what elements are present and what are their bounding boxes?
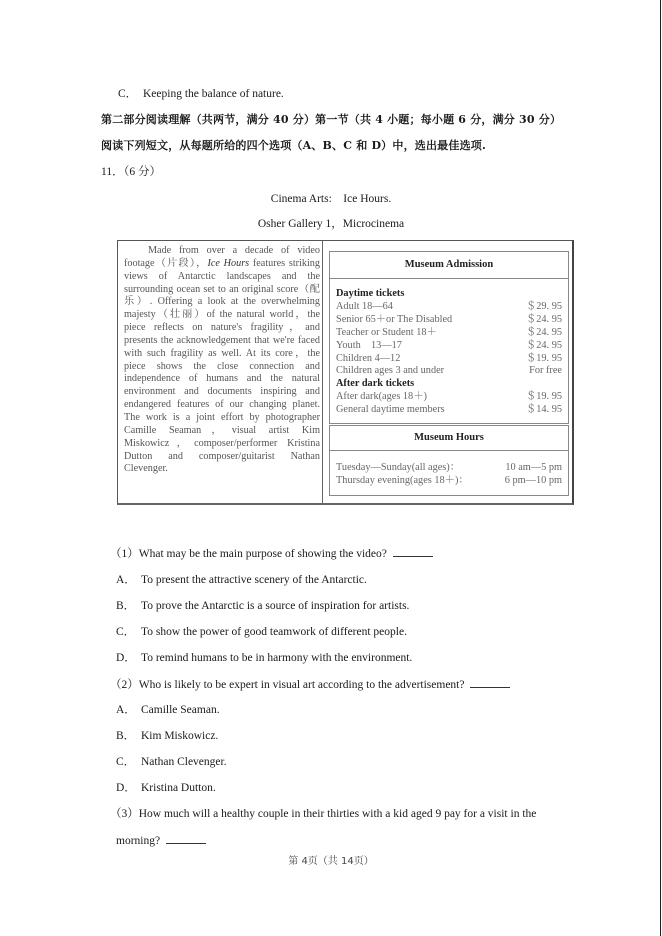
question-text: morning? <box>116 835 161 847</box>
ticket-label: Adult 18—64 <box>336 300 393 312</box>
question-1-prompt <box>110 546 433 561</box>
option-text: To present the attractive scenery of the Antarctic. <box>141 574 367 586</box>
option-text: To prove the Antarctic is a source of inspiration for artists. <box>141 600 410 612</box>
option-text: Camille Seaman. <box>141 704 220 716</box>
question-2-prompt <box>110 677 510 692</box>
previous-option-c <box>118 87 284 101</box>
option-text: Nathan Clevenger. <box>141 756 227 768</box>
section-header: 第二部分阅读理解（共两节，满分 40 分）第一节（共 4 小题；每小题 6 分，满分 30 分） <box>101 113 562 126</box>
ticket-row <box>336 404 562 417</box>
ticket-row <box>336 301 562 314</box>
option-text: Kim Miskowicz. <box>141 730 219 742</box>
ticket-row <box>336 391 562 404</box>
ticket-price: ＄14. 95 <box>525 404 562 416</box>
option-letter: C． <box>118 88 138 100</box>
q2-option-c[interactable] <box>116 755 227 769</box>
option-text: To remind humans to be in harmony with the environment. <box>141 652 413 664</box>
option-letter: B． <box>116 600 136 612</box>
q2-option-d[interactable] <box>116 781 216 795</box>
ticket-label: After dark(ages 18＋) <box>336 391 427 403</box>
ad-description-title: Ice Hours <box>207 257 250 269</box>
ticket-price: ＄24. 95 <box>525 339 562 351</box>
ticket-row <box>336 340 562 353</box>
option-letter: C． <box>116 756 136 768</box>
advertisement-box <box>117 240 574 505</box>
museum-admission-box <box>329 251 569 424</box>
option-letter: D． <box>116 652 136 664</box>
q1-option-b[interactable] <box>116 599 409 613</box>
question-text: （2）Who is likely to be expert in visual art according to the advertisement? <box>110 679 465 691</box>
museum-hours-box <box>329 425 569 496</box>
option-letter: A． <box>116 704 136 716</box>
q1-option-a[interactable] <box>116 573 367 587</box>
hours-label: Tuesday—Sunday(all ages)： <box>336 462 461 473</box>
passage-subtitle: Osher Gallery 1，Microcinema <box>257 218 405 230</box>
q2-option-a[interactable] <box>116 703 220 717</box>
ticket-price: ＄24. 95 <box>525 326 562 338</box>
admission-heading: Museum Admission <box>330 252 568 279</box>
hours-label: Thursday evening(ages 18＋)： <box>336 475 469 486</box>
ticket-group-title: After dark tickets <box>336 378 415 390</box>
ticket-group-title: Daytime tickets <box>336 288 405 299</box>
answer-blank[interactable] <box>393 546 433 557</box>
ticket-row <box>336 353 562 366</box>
page-footer: 第 4页（共 14页） <box>288 856 374 867</box>
option-letter: B． <box>116 730 136 742</box>
instructions: 阅读下列短文，从每题所给的四个选项（A、B、C 和 D）中，选出最佳选项. <box>101 139 487 152</box>
ad-description <box>124 245 320 476</box>
hours-row <box>336 461 562 474</box>
ticket-price: ＄19. 95 <box>525 352 562 364</box>
column-divider <box>322 241 323 504</box>
passage-title: Cinema Arts: Ice Hours. <box>270 193 392 205</box>
option-text: Keeping the balance of nature. <box>143 88 284 100</box>
option-letter: C． <box>116 626 136 638</box>
ticket-label: Teacher or Student 18＋ <box>336 326 437 338</box>
hours-row <box>336 474 562 487</box>
question-3-prompt-line1: （3）How much will a healthy couple in their thirties with a kid aged 9 pay for a visit in the <box>110 808 537 820</box>
ticket-price: ＄24. 95 <box>525 313 562 325</box>
page-edge <box>660 0 661 936</box>
ticket-price: ＄19. 95 <box>525 391 562 403</box>
ticket-label: Children 4—12 <box>336 352 401 364</box>
hours-heading: Museum Hours <box>330 426 568 451</box>
q2-option-b[interactable] <box>116 729 218 743</box>
question-3-prompt-line2 <box>116 833 206 848</box>
q1-option-d[interactable] <box>116 651 412 665</box>
question-text: （1）What may be the main purpose of showing the video? <box>110 548 387 560</box>
ticket-label: Senior 65＋or The Disabled <box>336 313 453 325</box>
answer-blank[interactable] <box>166 833 206 844</box>
ticket-row <box>336 314 562 327</box>
ticket-row <box>336 365 562 378</box>
answer-blank[interactable] <box>470 677 510 688</box>
ticket-label: Youth 13—17 <box>336 339 402 351</box>
ticket-price: For free <box>529 365 562 377</box>
ad-description-after: features striking views of Antarctic landscapes and the surrounding ocean set to an original score（配乐）. Offering a look at the overwhelming majesty（壮丽）of the natural world，the piece reflects on nature's fragility，and presents the acknowledgement that we're faced with such fragility as well. At its core，the piece shows the close connection and independence of humans and the natural environment and documents inspiring and endangered features of our changing planet. The work is a joint effort by photographer Camille Seaman，visual artist Kim Miskowicz，composer/performer Kristina Dutton and composer/guitarist Nathan Clevenger. <box>124 257 320 475</box>
ticket-price: ＄29. 95 <box>525 300 562 312</box>
ticket-label: General daytime members <box>336 404 445 416</box>
option-letter: A． <box>116 574 136 586</box>
ticket-label: Children ages 3 and under <box>336 365 445 377</box>
ticket-row <box>336 327 562 340</box>
q1-option-c[interactable] <box>116 625 407 639</box>
option-letter: D． <box>116 782 136 794</box>
ad-description-before: Made from over a decade of video footage（片段）， <box>124 245 320 269</box>
option-text: Kristina Dutton. <box>141 782 216 794</box>
option-text: To show the power of good teamwork of different people. <box>141 626 407 638</box>
question-number: 11．（6 分） <box>101 166 161 178</box>
hours-time: 6 pm—10 pm <box>504 475 562 486</box>
hours-time: 10 am—5 pm <box>505 462 562 473</box>
